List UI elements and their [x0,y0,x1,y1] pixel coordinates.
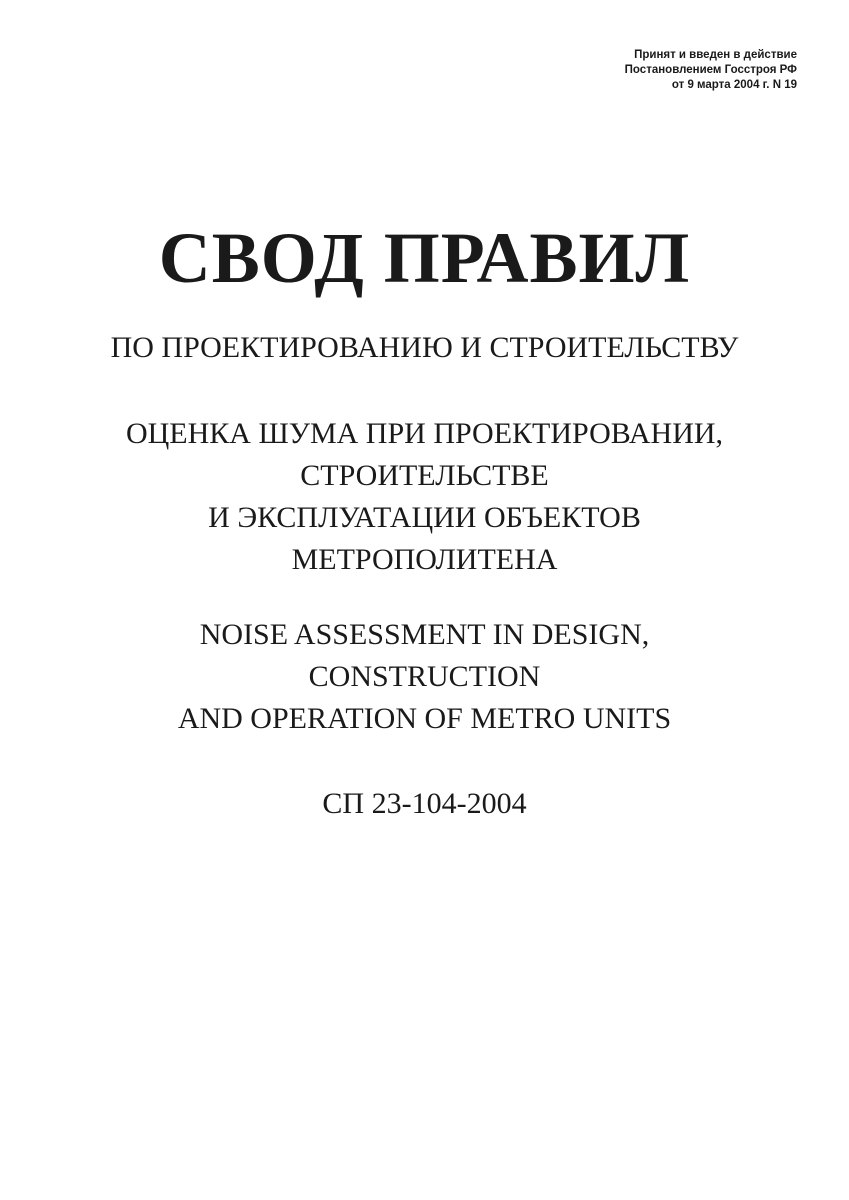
approval-note [625,48,797,93]
russian-title-line-3: И ЭКСПЛУАТАЦИИ ОБЪЕКТОВ [208,501,641,534]
english-title-line-2: CONSTRUCTION [308,660,541,693]
document-title: СВОД ПРАВИЛ [158,218,691,298]
russian-title [0,413,849,581]
document-subtitle: ПО ПРОЕКТИРОВАНИЮ И СТРОИТЕЛЬСТВУ [110,331,739,364]
approval-line-1: Принят и введен в действие [634,49,797,61]
english-title [0,614,849,740]
document-code: СП 23-104-2004 [322,787,527,820]
russian-title-line-1: ОЦЕНКА ШУМА ПРИ ПРОЕКТИРОВАНИИ, [125,417,724,450]
russian-title-line-4: МЕТРОПОЛИТЕНА [291,543,558,576]
approval-line-2: Постановлением Госстроя РФ [624,64,797,76]
english-title-line-3: AND OPERATION OF METRO UNITS [177,702,672,735]
russian-title-line-2: СТРОИТЕЛЬСТВЕ [300,459,549,492]
english-title-line-1: NOISE ASSESSMENT IN DESIGN, [199,618,650,651]
approval-line-3: от 9 марта 2004 г. N 19 [671,79,797,91]
